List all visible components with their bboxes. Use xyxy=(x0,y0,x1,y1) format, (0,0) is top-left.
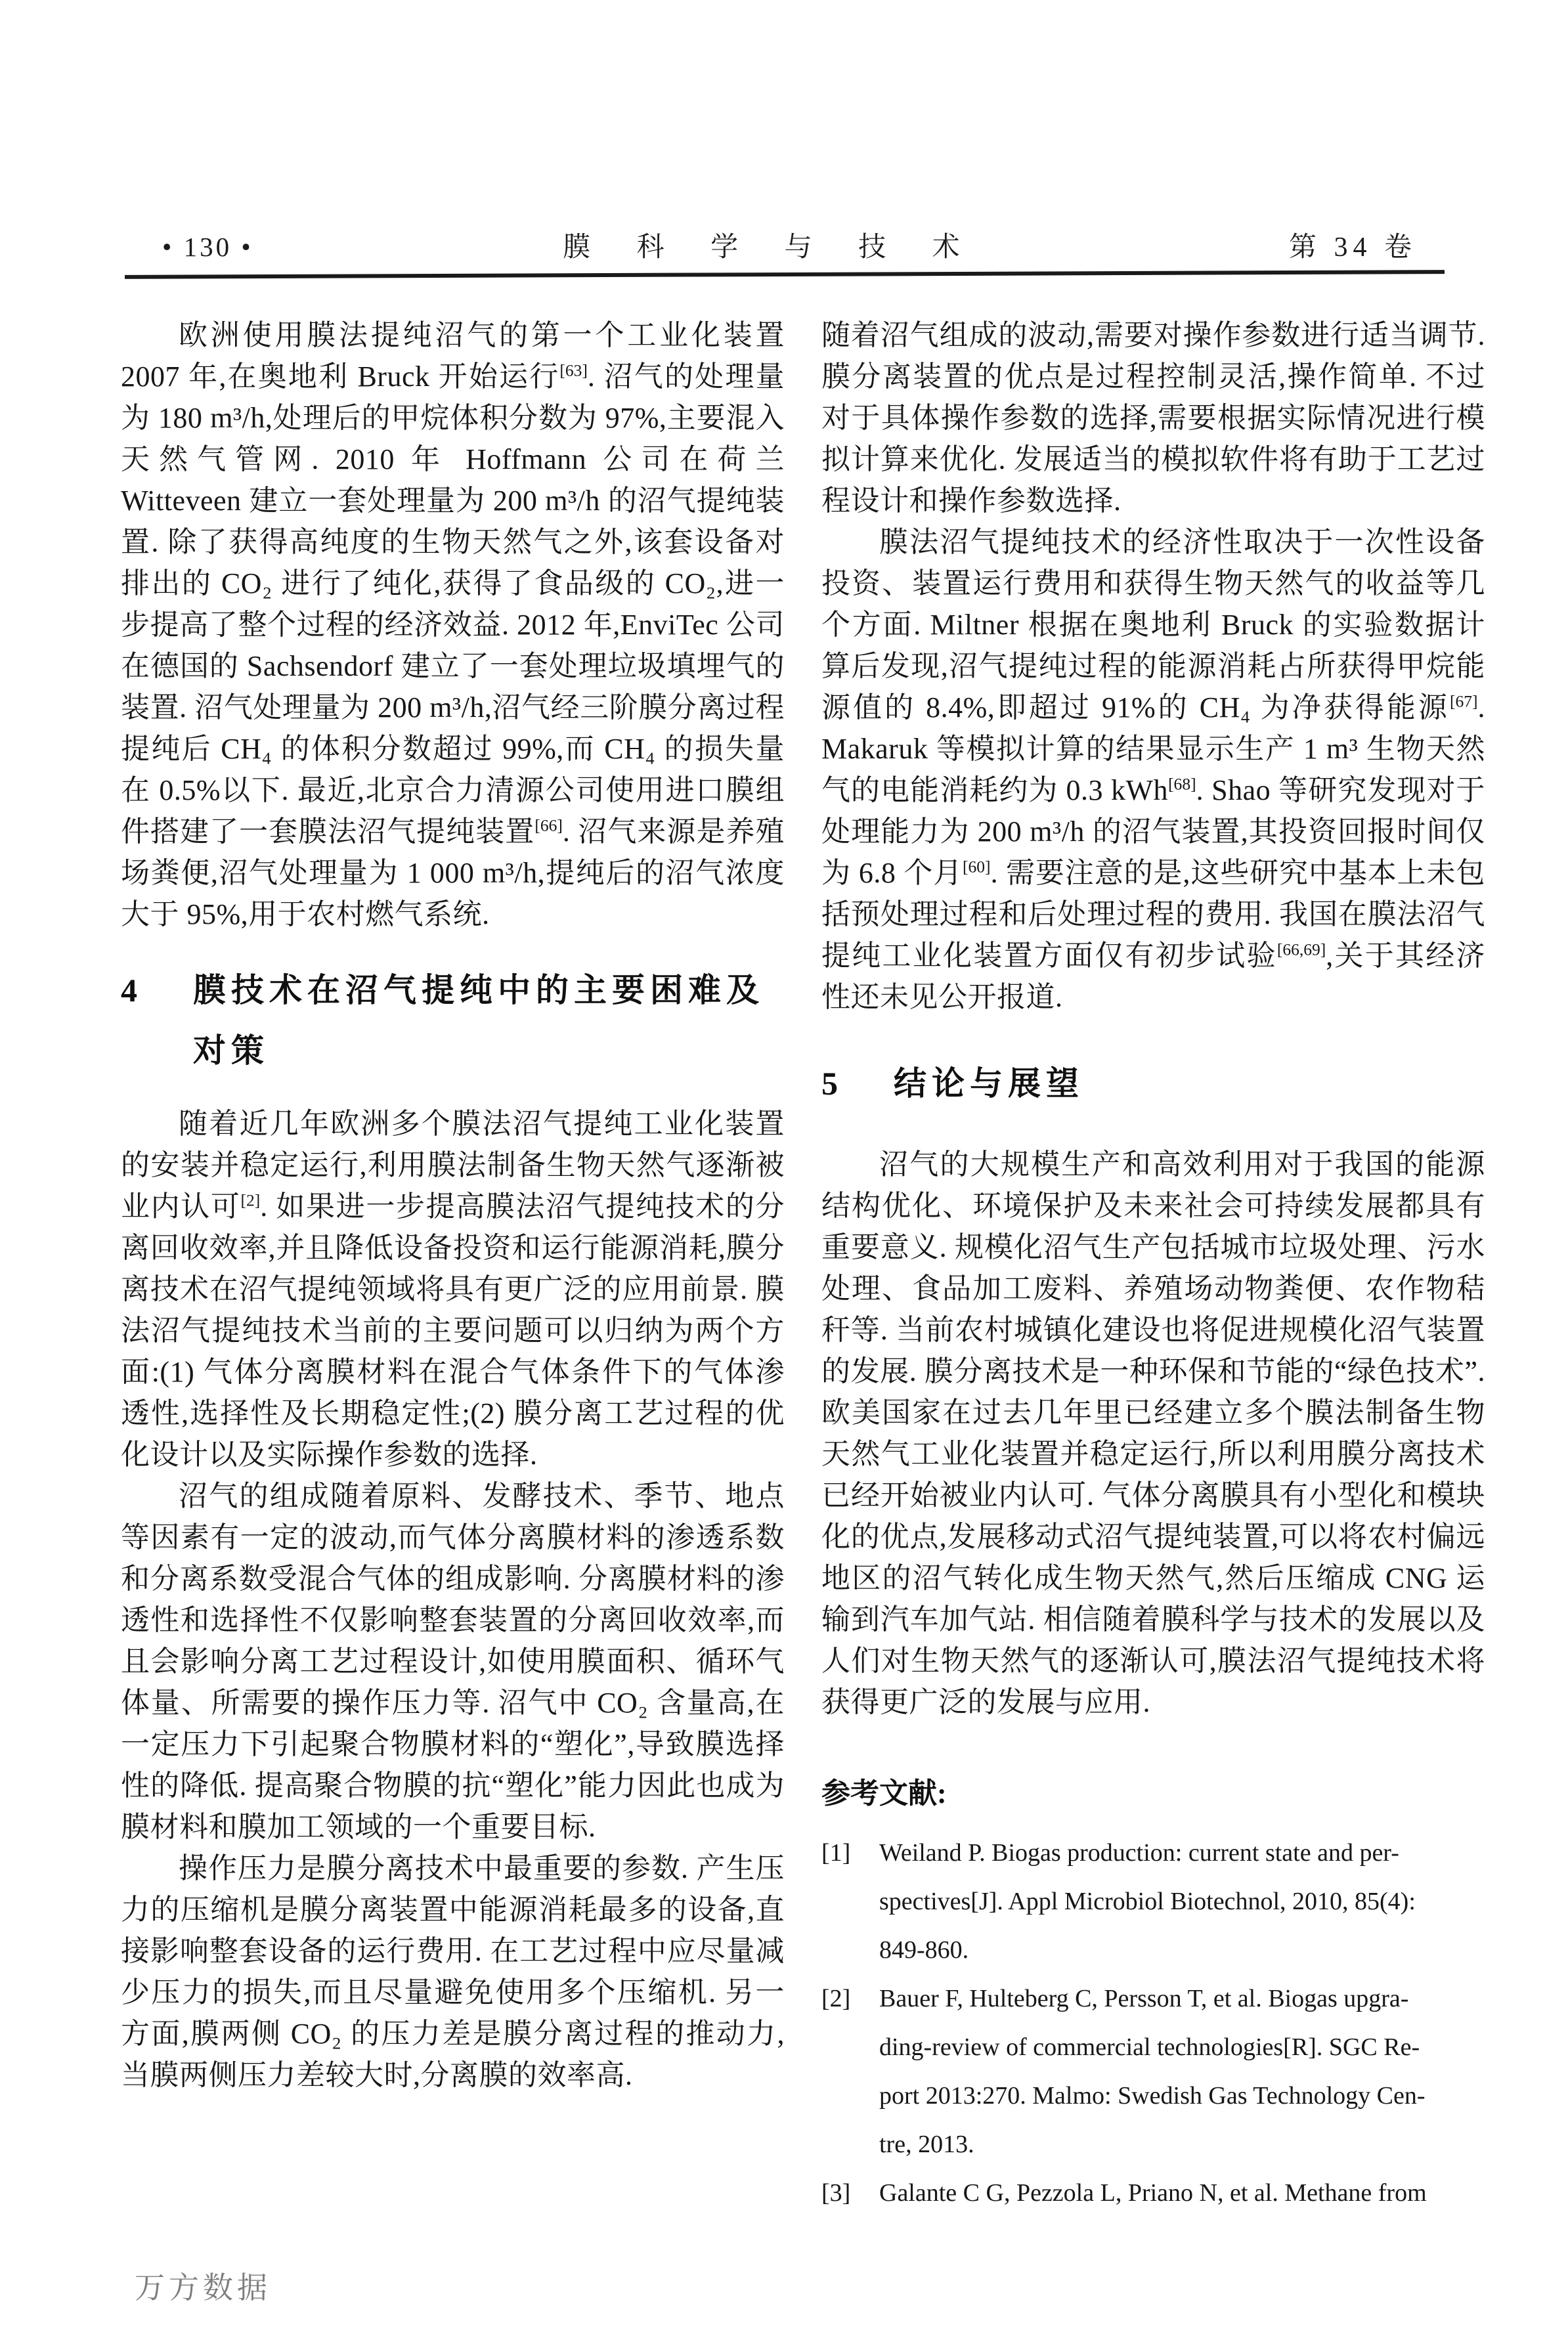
left-column xyxy=(121,314,785,2217)
wanfang-data-watermark: 万方数据 xyxy=(135,2271,271,2305)
reference-line: Weiland P. Biogas production: current state and per- xyxy=(879,1839,1399,1867)
volume-label: 第 34 卷 xyxy=(1288,232,1417,263)
reference-marker: [3] xyxy=(821,2179,851,2207)
paragraph: 膜法沼气提纯技术的经济性取决于一次性设备投资、装置运行费用和获得生物天然气的收益等几个方面. Miltner 根据在奥地利 Bruck 的实验数据计算后发现,沼气提纯过程的能源消耗占所获得甲烷能源值的 8.4%,即超过 91%的 CH₄ 为净获得能源[67]. Makaruk 等模拟计算的结果显示生产 1 m³ 生物天然气的电能消耗约为 0.3 kWh[68]. Shao 等研究发现对于处理能力为 200 m³/h 的沼气装置,其投资回报时间仅为 6.8 个月[60]. 需要注意的是,这些研究中基本上未包括预处理过程和后处理过程的费用. 我国在膜法沼气提纯工业化装置方面仅有初步试验[66,69],关于其经济性还未见公开报道. xyxy=(821,526,1486,1013)
section-title: 结论与展望 xyxy=(894,1065,1084,1102)
two-column-body xyxy=(0,314,1568,2217)
section-4-heading xyxy=(121,960,785,1081)
section-number: 5 xyxy=(821,1065,838,1102)
header-rule xyxy=(125,270,1445,279)
reference-line: spectives[J]. Appl Microbiol Biotechnol, 2010, 85(4): xyxy=(879,1888,1416,1915)
paragraph: 随着近几年欧洲多个膜法沼气提纯工业化装置的安装并稳定运行,利用膜法制备生物天然气逐渐被业内认可[2]. 如果进一步提高膜法沼气提纯技术的分离回收效率,并且降低设备投资和运行能源消耗,膜分离技术在沼气提纯领域将具有更广泛的应用前景. 膜法沼气提纯技术当前的主要问题可以归纳为两个方面:(1) 气体分离膜材料在混合气体条件下的气体渗透性,选择性及长期稳定性;(2) 膜分离工艺过程的优化设计以及实际操作参数的选择. xyxy=(121,1108,785,1471)
reference-line: ding-review of commercial technologies[R]. SGC Re- xyxy=(879,2033,1420,2061)
paragraph: 操作压力是膜分离技术中最重要的参数. 产生压力的压缩机是膜分离装置中能源消耗最多的设备,直接影响整套设备的运行费用. 在工艺过程中应尽量减少压力的损失,而且尽量避免使用多个压缩机. 另一方面,膜两侧 CO₂ 的压力差是膜分离过程的推动力,当膜两侧压力差较大时,分离膜的效率高. xyxy=(121,1852,785,2091)
reference-line: Bauer F, Hulteberg C, Persson T, et al. Biogas upgra- xyxy=(879,1985,1409,2012)
reference-entry xyxy=(821,1829,1485,1974)
reference-line: port 2013:270. Malmo: Swedish Gas Technology Cen- xyxy=(879,2082,1426,2110)
right-column xyxy=(821,314,1485,2217)
paragraph: 沼气的组成随着原料、发酵技术、季节、地点等因素有一定的波动,而气体分离膜材料的渗透系数和分离系数受混合气体的组成影响. 分离膜材料的渗透性和选择性不仅影响整套装置的分离回收效率,而且会影响分离工艺过程设计,如使用膜面积、循环气体量、所需要的操作压力等. 沼气中 CO₂ 含量高,在一定压力下引起聚合物膜材料的“塑化”,导致膜选择性的降低. 提高聚合物膜的抗“塑化”能力因此也成为膜材料和膜加工领域的一个重要目标. xyxy=(121,1480,785,1843)
running-head xyxy=(0,0,1568,263)
reference-entry xyxy=(821,1974,1485,2169)
reference-text xyxy=(879,2169,1485,2217)
reference-marker: [2] xyxy=(821,1985,851,2012)
reference-text xyxy=(879,1974,1485,2169)
section-5-heading xyxy=(821,1053,1485,1114)
journal-title: 膜 科 学 与 技 术 xyxy=(563,232,980,263)
section-title: 膜技术在沼气提纯中的主要困难及对策 xyxy=(193,972,764,1069)
reference-line: tre, 2013. xyxy=(879,2131,974,2158)
section-number: 4 xyxy=(121,972,137,1008)
reference-marker: [1] xyxy=(821,1839,851,1867)
page-number: • 130 • xyxy=(162,232,253,262)
reference-text xyxy=(879,1829,1485,1974)
reference-line: Galante C G, Pezzola L, Priano N, et al. Methane from xyxy=(879,2179,1427,2207)
paragraph: 沼气的大规模生产和高效利用对于我国的能源结构优化、环境保护及未来社会可持续发展都具有重要意义. 规模化沼气生产包括城市垃圾处理、污水处理、食品加工废料、养殖场动物粪便、农作物秸秆等. 当前农村城镇化建设也将促进规模化沼气装置的发展. 膜分离技术是一种环保和节能的“绿色技术”. 欧美国家在过去几年里已经建立多个膜法制备生物天然气工业化装置并稳定运行,所以利用膜分离技术已经开始被业内认可. 气体分离膜具有小型化和模块化的优点,发展移动式沼气提纯装置,可以将农村偏远地区的沼气转化成生物天然气,然后压缩成 CNG 运输到汽车加气站. 相信随着膜科学与技术的发展以及人们对生物天然气的逐渐认可,膜法沼气提纯技术将获得更广泛的发展与应用. xyxy=(821,1148,1485,1718)
paragraph: 欧洲使用膜法提纯沼气的第一个工业化装置 2007 年,在奥地利 Bruck 开始运行[63]. 沼气的处理量为 180 m³/h,处理后的甲烷体积分数为 97%,主要混入天然气管网. 2010 年 Hoffmann 公司在荷兰 Witteveen 建立一套处理量为 200 m³/h 的沼气提纯装置. 除了获得高纯度的生物天然气之外,该套设备对排出的 CO₂ 进行了纯化,获得了食品级的 CO₂,进一步提高了整个过程的经济效益. 2012 年,EnviTec 公司在德国的 Sachsendorf 建立了一套处理垃圾填埋气的装置. 沼气处理量为 200 m³/h,沼气经三阶膜分离过程提纯后 CH₄ 的体积分数超过 99%,而 CH₄ 的损失量在 0.5%以下. 最近,北京合力清源公司使用进口膜组件搭建了一套膜法沼气提纯装置[66]. 沼气来源是养殖场粪便,沼气处理量为 1 000 m³/h,提纯后的沼气浓度大于 95%,用于农村燃气系统. xyxy=(121,319,785,930)
reference-entry xyxy=(821,2169,1485,2217)
paragraph: 随着沼气组成的波动,需要对操作参数进行适当调节. 膜分离装置的优点是过程控制灵活,操作简单. 不过对于具体操作参数的选择,需要根据实际情况进行模拟计算来优化. 发展适当的模拟软件将有助于工艺过程设计和操作参数选择. xyxy=(821,319,1485,517)
reference-line: 849-860. xyxy=(879,1936,969,1964)
references-heading: 参考文献: xyxy=(821,1777,947,1810)
